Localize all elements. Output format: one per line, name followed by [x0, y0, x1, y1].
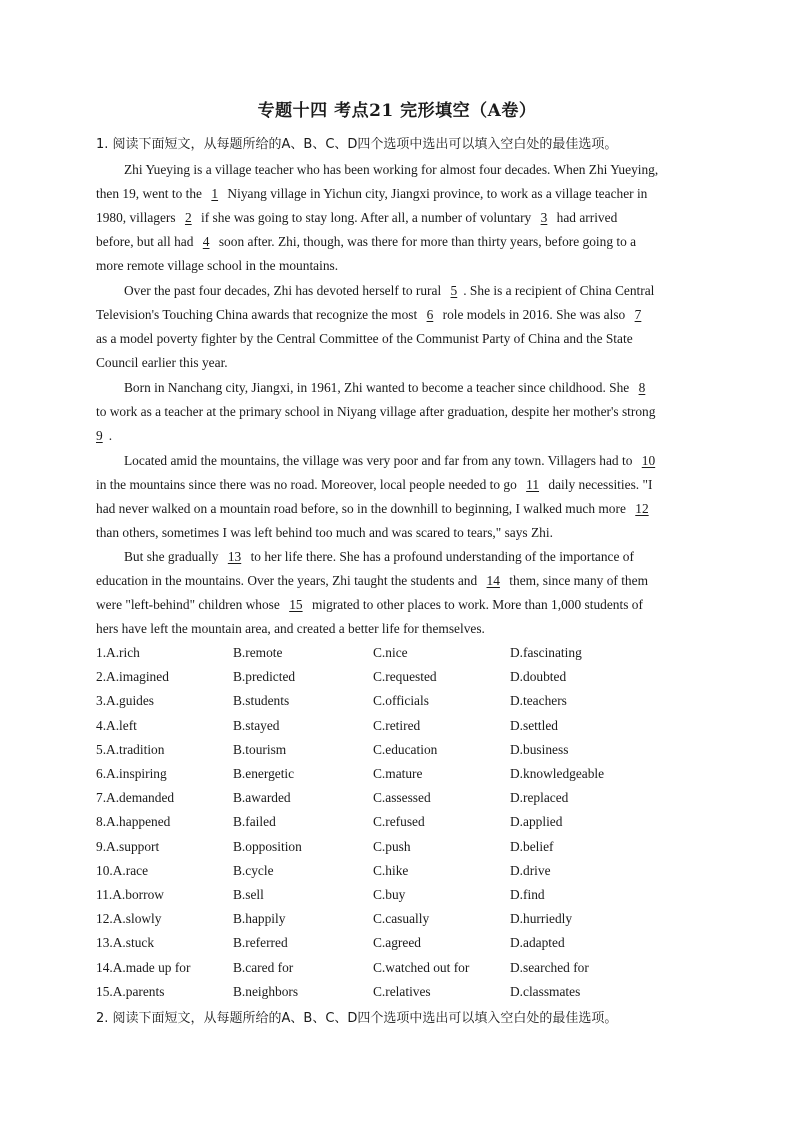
passage-line: than others, sometimes I was left behind too much and was scared to tears," says Zhi. [96, 525, 553, 540]
option-d[interactable]: D.settled [510, 717, 558, 733]
blank-3[interactable]: 3 [540, 210, 548, 225]
options-row [96, 813, 696, 831]
passage-line: to work as a teacher at the primary school in Niyang village after graduation, despite her mother's strong [96, 404, 656, 419]
option-c[interactable]: C.hike [373, 862, 409, 878]
option-d[interactable]: D.hurriedly [510, 911, 573, 927]
page-title: 专题十四 考点21 完形填空（A卷） [257, 101, 537, 121]
option-d[interactable]: D.searched for [510, 959, 589, 975]
option-a[interactable]: 15.A.parents [96, 983, 165, 999]
option-b[interactable]: B.cared for [233, 959, 294, 975]
blank-15[interactable]: 15 [289, 597, 303, 612]
option-a[interactable]: 1.A.rich [96, 645, 140, 660]
option-b[interactable]: B.neighbors [233, 983, 299, 999]
passage-line: Zhi Yueying is a village teacher who has been working for almost four decades. When Zhi Yueying, [124, 162, 659, 177]
option-a[interactable]: 14.A.made up for [96, 959, 191, 975]
option-a[interactable]: 13.A.stuck [96, 935, 155, 951]
blank-8[interactable]: 8 [638, 380, 646, 395]
options-row [96, 959, 696, 977]
options-row [96, 644, 696, 662]
option-a[interactable]: 11.A.borrow [96, 887, 164, 902]
passage-line: But she gradually 13 to her life there. She has a profound understanding of the importance of [124, 549, 634, 564]
option-a[interactable]: 7.A.demanded [96, 790, 175, 806]
options-row [96, 765, 696, 783]
options-row [96, 741, 696, 759]
option-c[interactable]: C.buy [373, 887, 406, 902]
option-b[interactable]: B.sell [233, 887, 264, 902]
blank-9[interactable]: 9 [96, 428, 103, 443]
option-d[interactable]: D.belief [510, 838, 554, 854]
option-c[interactable]: C.education [373, 741, 438, 757]
options-row [96, 862, 696, 880]
option-c[interactable]: C.retired [373, 717, 421, 733]
option-b[interactable]: B.failed [233, 814, 276, 830]
option-c[interactable]: C.officials [373, 693, 429, 709]
blank-2[interactable]: 2 [184, 210, 192, 225]
option-b[interactable]: B.stayed [233, 717, 280, 733]
option-a[interactable]: 2.A.imagined [96, 669, 169, 685]
option-a[interactable]: 4.A.left [96, 717, 137, 733]
options-row [96, 983, 696, 1001]
option-c[interactable]: C.watched out for [373, 959, 470, 975]
question-2-instruction: 2. 阅读下面短文，从每题所给的A、B、C、D四个选项中选出可以填入空白处的最佳选项。 [96, 1011, 618, 1026]
passage-line: Over the past four decades, Zhi has devoted herself to rural 5 . She is a recipient of China Central [124, 283, 655, 298]
option-d[interactable]: D.replaced [510, 790, 569, 806]
option-a[interactable]: 9.A.support [96, 838, 160, 854]
passage-line: then 19, went to the 1 Niyang village in Yichun city, Jiangxi province, to work as a village teacher in [96, 186, 648, 201]
blank-10[interactable]: 10 [641, 453, 656, 468]
option-d[interactable]: D.business [510, 741, 569, 757]
option-d[interactable]: D.classmates [510, 983, 581, 999]
blank-14[interactable]: 14 [486, 573, 500, 588]
passage-line: 9 . [96, 428, 113, 443]
option-d[interactable]: D.knowledgeable [510, 766, 605, 781]
option-b[interactable]: B.energetic [233, 766, 295, 781]
option-d[interactable]: D.find [510, 887, 545, 902]
options-row [96, 886, 696, 904]
option-c[interactable]: C.relatives [373, 983, 431, 999]
options-row [96, 692, 696, 710]
option-d[interactable]: D.adapted [510, 935, 565, 951]
option-b[interactable]: B.remote [233, 645, 283, 660]
blank-5[interactable]: 5 [450, 283, 458, 298]
option-d[interactable]: D.doubted [510, 669, 567, 685]
option-a[interactable]: 3.A.guides [96, 693, 155, 709]
passage-line: more remote village school in the mountains. [96, 258, 339, 273]
option-c[interactable]: C.agreed [373, 935, 421, 951]
blank-12[interactable]: 12 [635, 501, 649, 516]
passage-line: Television's Touching China awards that recognize the most 6 role models in 2016. She was also 7 [96, 306, 696, 324]
passage-line: education in the mountains. Over the years, Zhi taught the students and 14 them, since many of them [96, 573, 648, 588]
option-b[interactable]: B.happily [233, 911, 286, 927]
blank-1[interactable]: 1 [211, 186, 219, 201]
option-c[interactable]: C.requested [373, 669, 437, 685]
passage-line: before, but all had 4 soon after. Zhi, though, was there for more than thirty years, before going to a [96, 234, 637, 249]
passage-line: had never walked on a mountain road before, so in the downhill to beginning, I walked much more 12 [96, 500, 696, 518]
blank-13[interactable]: 13 [227, 549, 242, 564]
option-a[interactable]: 5.A.tradition [96, 741, 165, 757]
options-row [96, 838, 696, 856]
options-row [96, 910, 696, 928]
option-c[interactable]: C.assessed [373, 790, 431, 806]
option-c[interactable]: C.casually [373, 911, 430, 927]
option-a[interactable]: 12.A.slowly [96, 911, 162, 927]
option-b[interactable]: B.tourism [233, 741, 287, 757]
option-b[interactable]: B.opposition [233, 838, 302, 854]
option-d[interactable]: D.teachers [510, 693, 567, 709]
option-d[interactable]: D.fascinating [510, 645, 582, 660]
blank-6[interactable]: 6 [426, 307, 434, 322]
option-a[interactable]: 6.A.inspiring [96, 766, 167, 781]
question-1-instruction: 1. 阅读下面短文，从每题所给的A、B、C、D四个选项中选出可以填入空白处的最佳选项。 [96, 137, 618, 152]
option-b[interactable]: B.cycle [233, 862, 274, 878]
options-row [96, 717, 696, 735]
option-d[interactable]: D.applied [510, 814, 563, 830]
options-row [96, 934, 696, 952]
blank-7[interactable]: 7 [634, 307, 642, 322]
passage-line: as a model poverty fighter by the Central Committee of the Communist Party of China and the State [96, 331, 633, 346]
passage-line: Located amid the mountains, the village was very poor and far from any town. Villagers had to 10 [124, 452, 724, 470]
passage-line: hers have left the mountain area, and created a better life for themselves. [96, 621, 485, 636]
passage-line: 1980, villagers 2 if she was going to stay long. After all, a number of voluntary 3 had arrived [96, 210, 618, 225]
options-row [96, 668, 696, 686]
option-b[interactable]: B.awarded [233, 790, 291, 806]
option-b[interactable]: B.students [233, 693, 290, 709]
option-c[interactable]: C.refused [373, 814, 425, 830]
option-a[interactable]: 10.A.race [96, 862, 149, 878]
passage-line: in the mountains since there was no road. Moreover, local people needed to go 11 daily necessities. "I [96, 477, 653, 492]
passage-line: were "left-behind" children whose 15 migrated to other places to work. More than 1,000 students of [96, 597, 643, 612]
passage-line: Council earlier this year. [96, 355, 228, 370]
passage-line: Born in Nanchang city, Jiangxi, in 1961, Zhi wanted to become a teacher since childhood. She 8 [124, 379, 724, 397]
option-c[interactable]: C.nice [373, 645, 408, 660]
options-row [96, 789, 696, 807]
option-b[interactable]: B.predicted [233, 669, 296, 685]
blank-11[interactable]: 11 [526, 477, 540, 492]
option-b[interactable]: B.referred [233, 935, 288, 951]
option-d[interactable]: D.drive [510, 862, 551, 878]
option-c[interactable]: C.mature [373, 766, 423, 781]
option-a[interactable]: 8.A.happened [96, 814, 171, 830]
option-c[interactable]: C.push [373, 838, 411, 854]
blank-4[interactable]: 4 [202, 234, 210, 249]
